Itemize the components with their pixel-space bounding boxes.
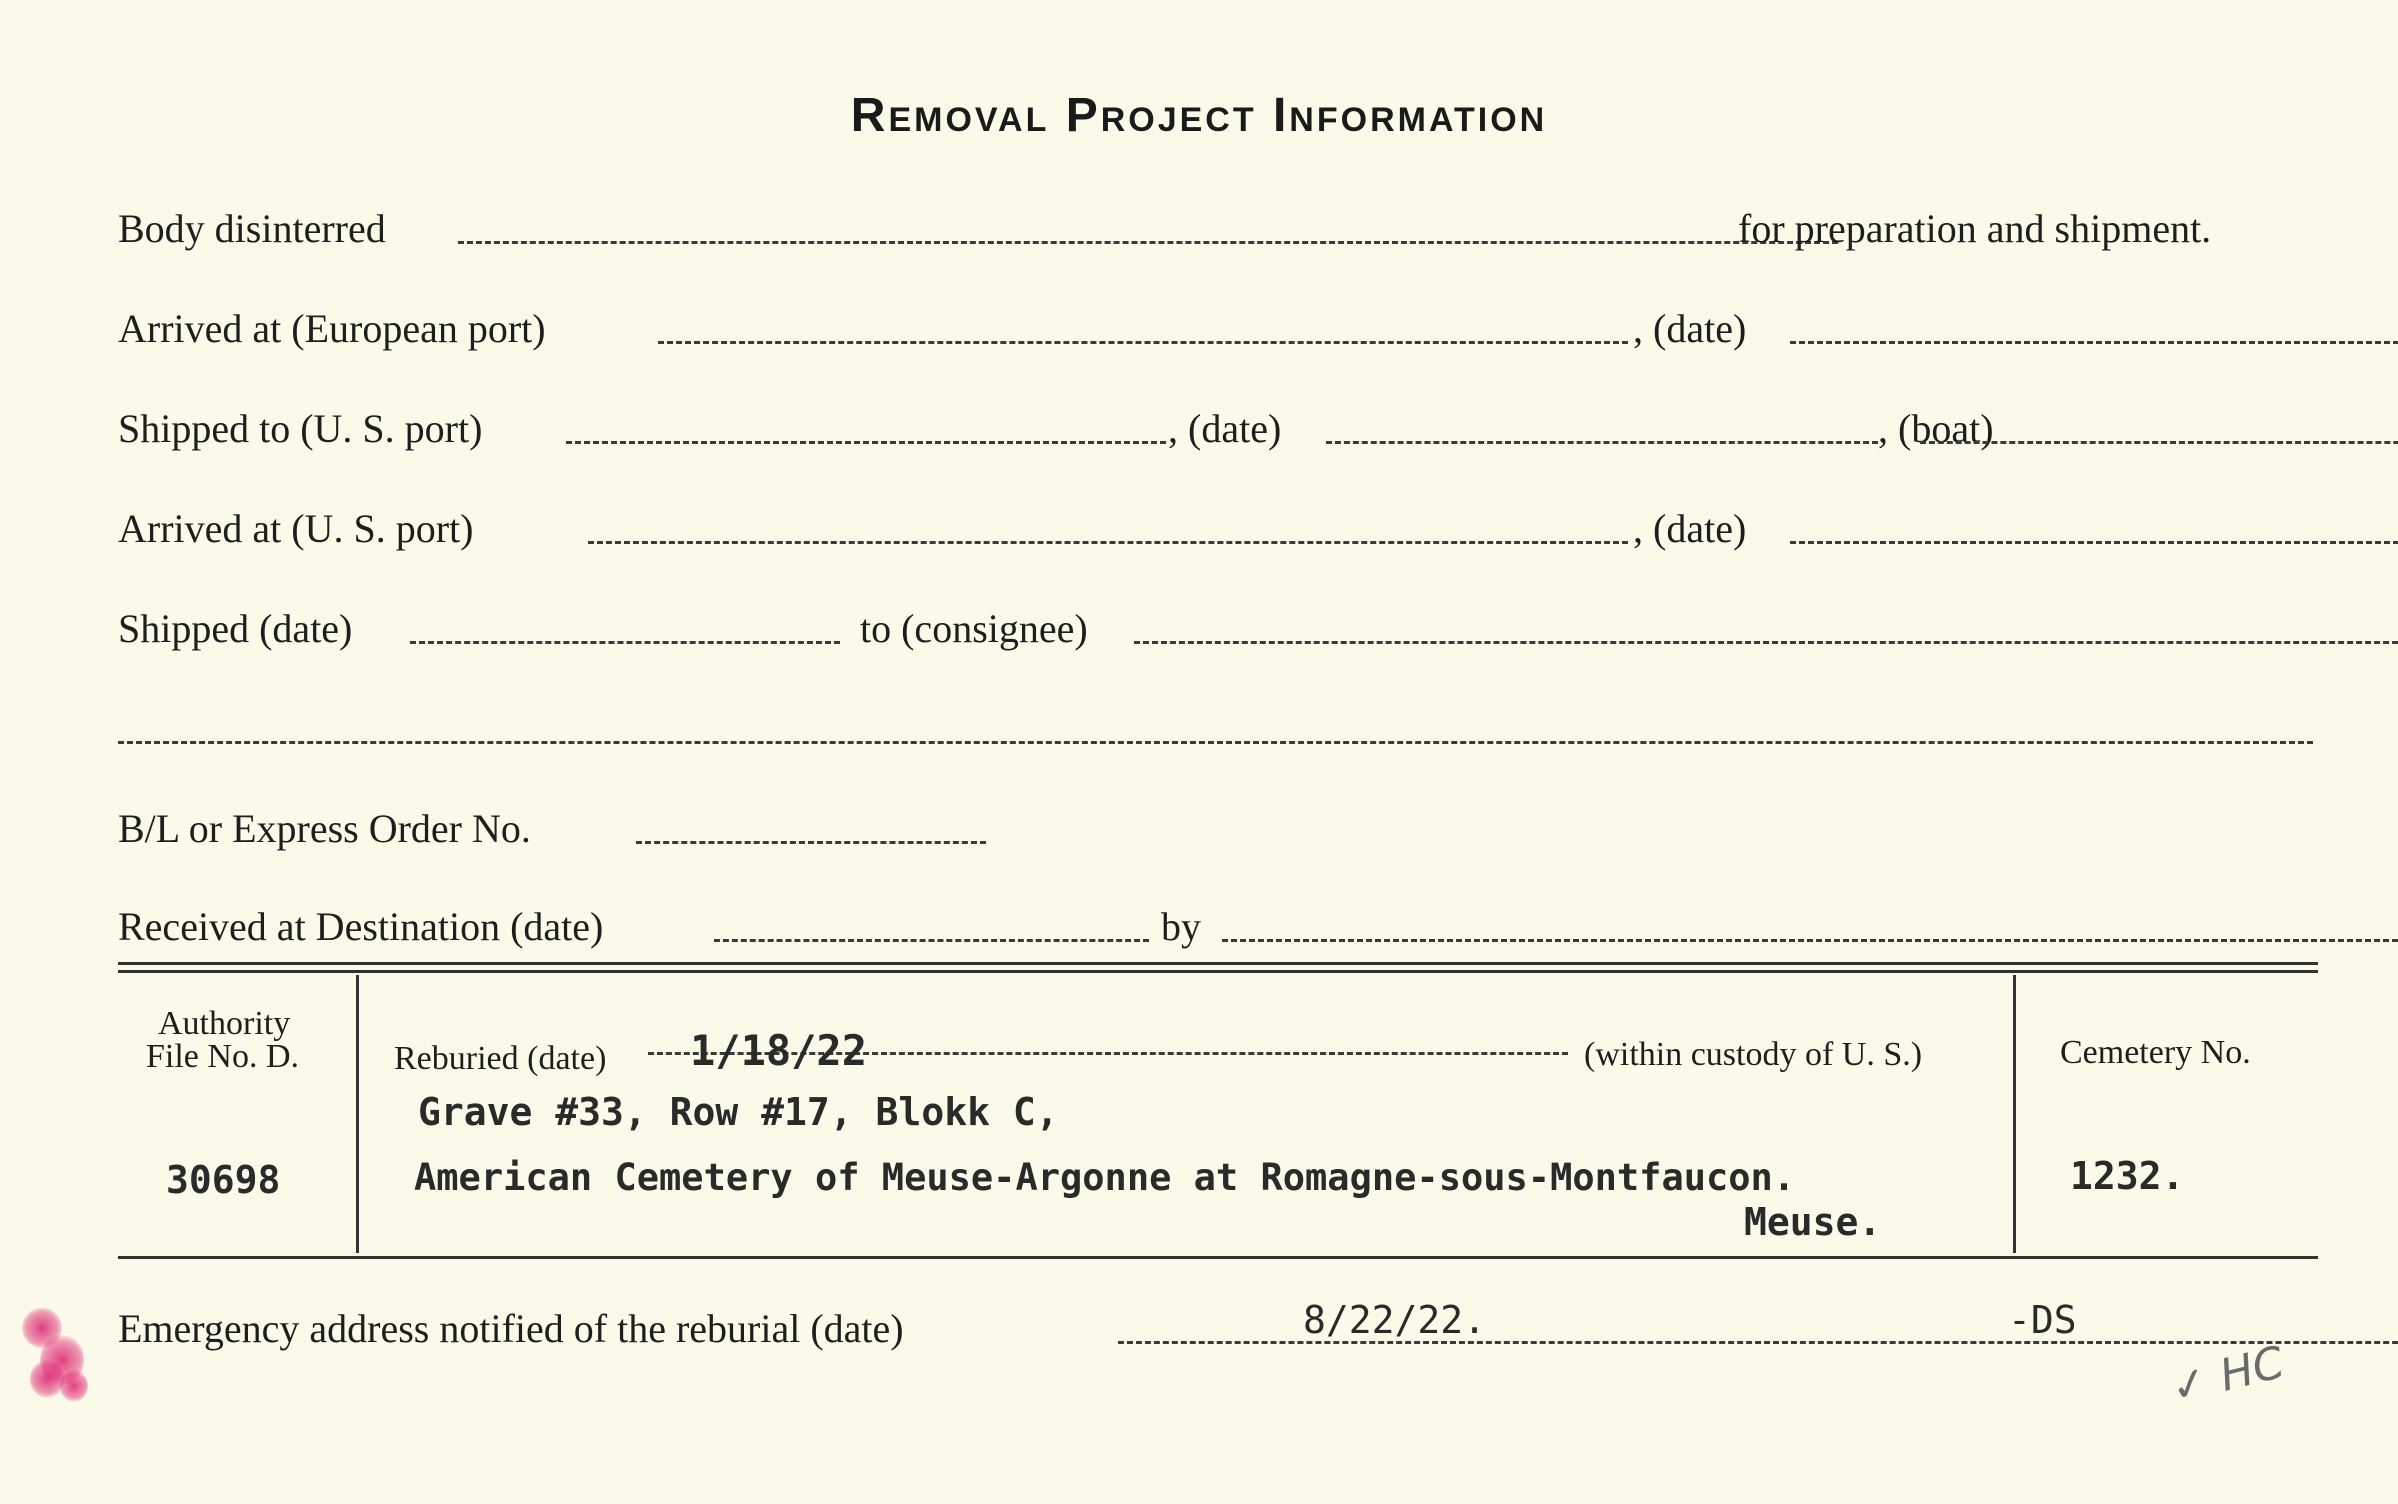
- arrived-us-date-label: , (date): [1633, 506, 1747, 551]
- shipped-us-boat-label: , (boat): [1878, 406, 1994, 451]
- shipped-us-date-label: , (date): [1168, 406, 1282, 451]
- received-by-label: by: [1161, 904, 1201, 949]
- arrived-euro-date-label: , (date): [1633, 306, 1747, 351]
- box-bottom-rule: [118, 1256, 2318, 1259]
- row-shipped-us: [118, 400, 2318, 460]
- box-divider-right: [2013, 975, 2016, 1253]
- arrived-us-line: [588, 541, 1628, 544]
- consignee-label: to (consignee): [860, 606, 1088, 651]
- shipped-date-line: [410, 641, 840, 644]
- arrived-us-date-line: [1790, 541, 2398, 544]
- row-shipped-date: [118, 600, 2318, 660]
- cemetery-no-label: Cemetery No.: [2060, 1034, 2251, 1071]
- shipped-us-boat-line: [1920, 441, 2398, 444]
- disinterred-label: Body disinterred: [118, 206, 386, 251]
- bl-line: [636, 841, 986, 844]
- disinterred-line: [458, 241, 1838, 244]
- reburied-date: 1/18/22: [690, 1026, 868, 1075]
- cemetery-number: 1232.: [2070, 1154, 2185, 1198]
- shipped-us-line: [566, 441, 1166, 444]
- cemetery-location: American Cemetery of Meuse-Argonne at Romagne-sous-Montfaucon.: [414, 1156, 1796, 1199]
- card-title: Removal Project Information: [850, 89, 1548, 142]
- shipped-us-label: Shipped to (U. S. port): [118, 406, 483, 451]
- authority-label-1: Authority: [158, 1005, 291, 1042]
- file-number: 30698: [166, 1158, 281, 1202]
- custody-label: (within custody of U. S.): [1584, 1036, 1923, 1073]
- box-top-rule-2: [118, 970, 2318, 973]
- row-blank: [118, 700, 2318, 760]
- emergency-date: 8/22/22.: [1303, 1298, 1487, 1342]
- emergency-initials: -DS: [2008, 1298, 2077, 1342]
- bl-label: B/L or Express Order No.: [118, 806, 531, 851]
- emergency-label: Emergency address notified of the reburial (date): [118, 1306, 904, 1351]
- arrived-euro-line: [658, 341, 1628, 344]
- grave-location: Grave #33, Row #17, Blokk C,: [418, 1090, 1059, 1134]
- received-by-line: [1222, 939, 2398, 942]
- meuse-location: Meuse.: [1744, 1200, 1882, 1244]
- arrived-euro-date-line: [1790, 341, 2398, 344]
- arrived-us-label: Arrived at (U. S. port): [118, 506, 474, 551]
- row-received: [118, 898, 2318, 958]
- row-bl-order: [118, 800, 2318, 860]
- received-date-line: [714, 939, 1149, 942]
- row-arrived-us: [118, 500, 2318, 560]
- row-arrived-european: [118, 300, 2318, 360]
- shipped-date-label: Shipped (date): [118, 606, 353, 651]
- authority-label-2: File No. D.: [146, 1038, 299, 1075]
- row-emergency: [118, 1300, 2318, 1360]
- received-label: Received at Destination (date): [118, 904, 604, 949]
- blank-line: [118, 741, 2313, 744]
- box-divider-left: [356, 975, 359, 1253]
- handwritten-check-mark: ✓ HC: [2165, 1336, 2290, 1415]
- consignee-line: [1134, 641, 2398, 644]
- arrived-euro-label: Arrived at (European port): [118, 306, 546, 351]
- reburied-label: Reburied (date): [394, 1040, 607, 1077]
- disinterred-suffix: for preparation and shipment.: [1738, 206, 2212, 251]
- shipped-us-date-line: [1326, 441, 1878, 444]
- box-top-rule-1: [118, 962, 2318, 965]
- row-body-disinterred: [118, 200, 2318, 260]
